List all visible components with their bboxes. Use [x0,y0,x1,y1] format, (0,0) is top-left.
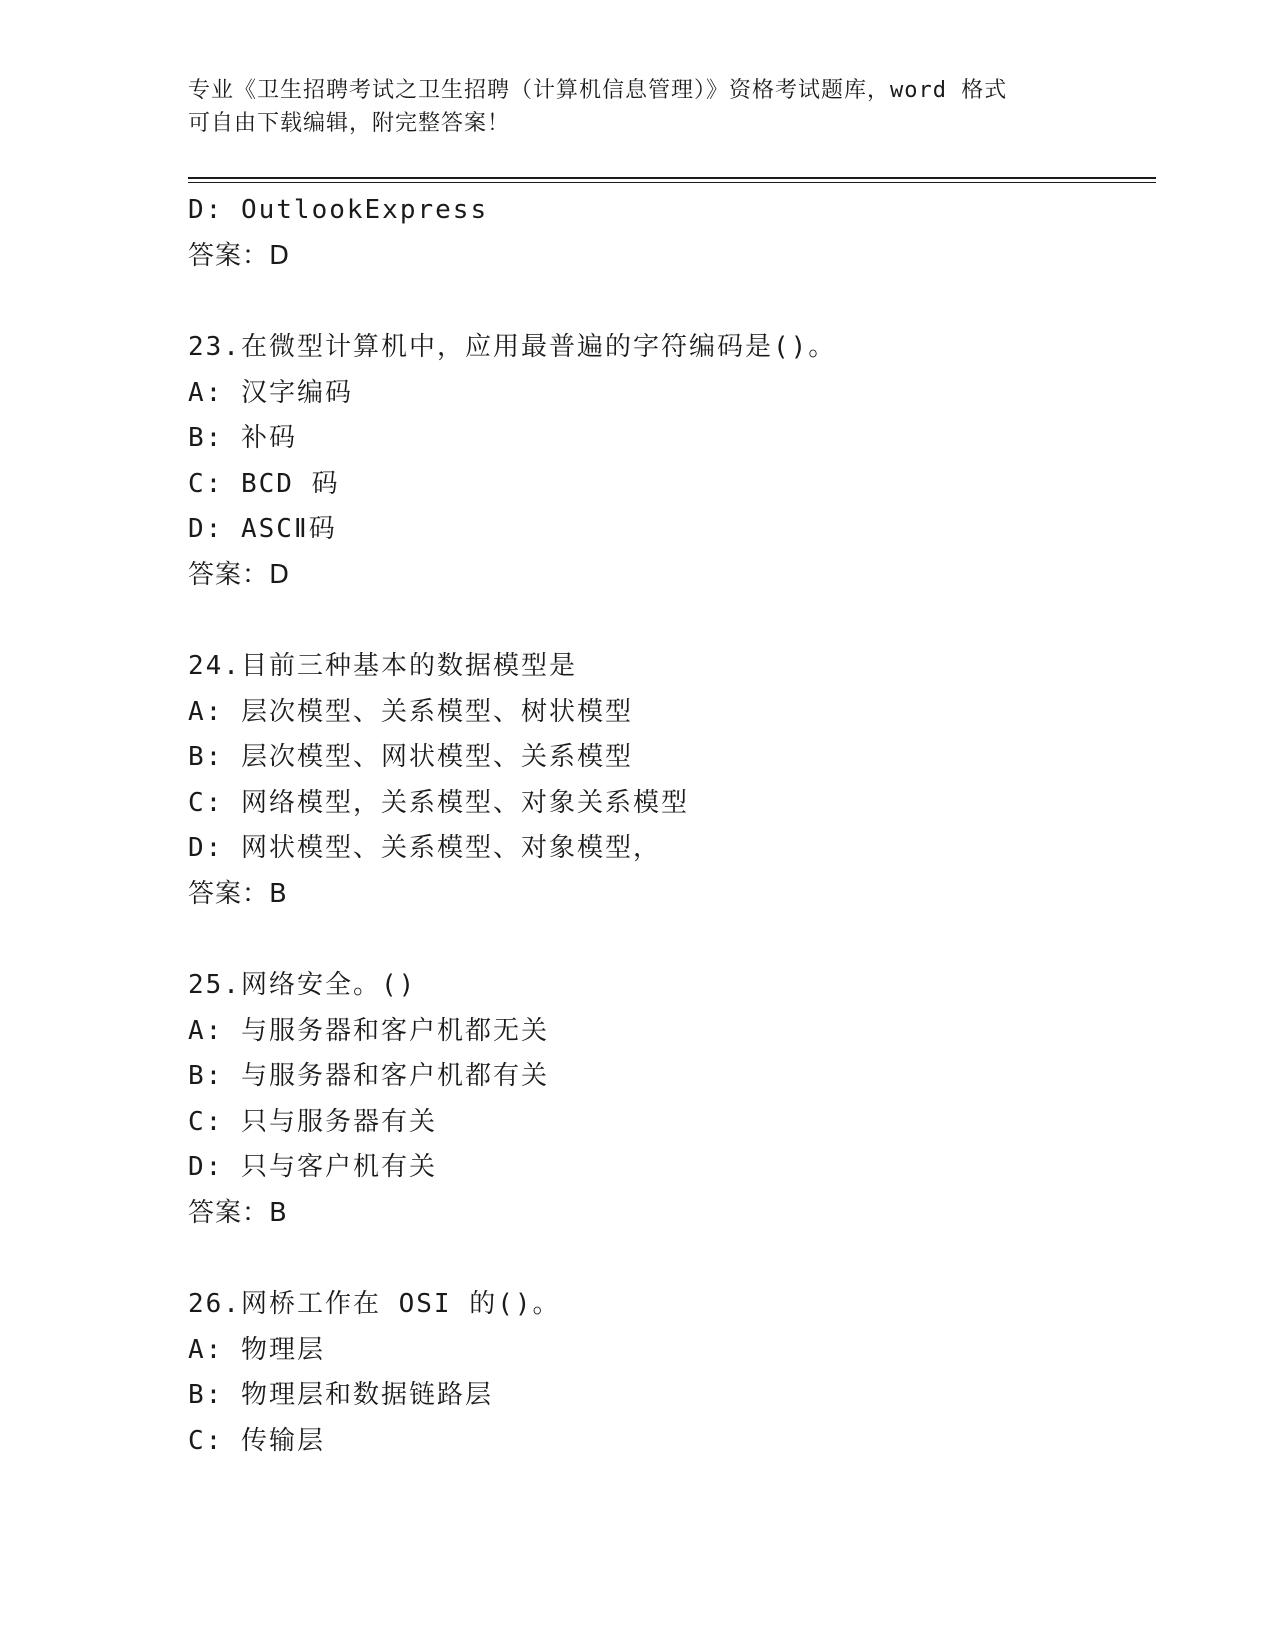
question-26 [188,1282,1168,1464]
answer-line: 答案：B [188,1197,288,1228]
question-stem: 26.网桥工作在 OSI 的()。 [188,1289,561,1319]
question-list [188,188,1168,1464]
question-stem: 25.网络安全。() [188,970,417,1000]
option-b: B: 层次模型、网状模型、关系模型 [188,742,633,772]
question-stem: 24.目前三种基本的数据模型是 [188,651,577,681]
option-d: D: 只与客户机有关 [188,1152,437,1182]
option-b: B: 补码 [188,423,297,453]
option-a: A: 物理层 [188,1334,325,1365]
header-divider-thick [188,177,1156,179]
option-c: C: 网络模型，关系模型、对象关系模型 [188,787,689,818]
previous-question-tail [188,188,1168,279]
option-b: B: 物理层和数据链路层 [188,1380,493,1410]
answer-line: 答案：D [188,559,291,590]
option-a: A: 层次模型、关系模型、树状模型 [188,696,633,727]
option-d: D: ASCⅡ码 [188,514,337,544]
answer-line: 答案：B [188,878,288,909]
spacer [188,279,1168,325]
option-a: A: 与服务器和客户机都无关 [188,1015,549,1046]
header-line-1: 专业《卫生招聘考试之卫生招聘（计算机信息管理）》资格考试题库，word 格式 [188,78,1008,103]
option-b: B: 与服务器和客户机都有关 [188,1061,549,1091]
answer-line: 答案：D [188,240,291,271]
question-25 [188,963,1168,1236]
option-c: C: BCD 码 [188,468,340,499]
question-stem: 23.在微型计算机中，应用最普遍的字符编码是()。 [188,332,837,362]
spacer [188,598,1168,644]
spacer [188,917,1168,963]
option-d: D: OutlookExpress [188,195,489,225]
question-23 [188,325,1168,598]
header-line-2: 可自由下载编辑，附完整答案！ [188,111,511,136]
document-header [188,74,1088,140]
option-a: A: 汉字编码 [188,377,353,408]
header-divider-thin [188,182,1156,183]
question-24 [188,644,1168,917]
option-d: D: 网状模型、关系模型、对象模型， [188,833,661,863]
spacer [188,1236,1168,1282]
option-c: C: 只与服务器有关 [188,1106,437,1137]
option-c: C: 传输层 [188,1425,325,1456]
